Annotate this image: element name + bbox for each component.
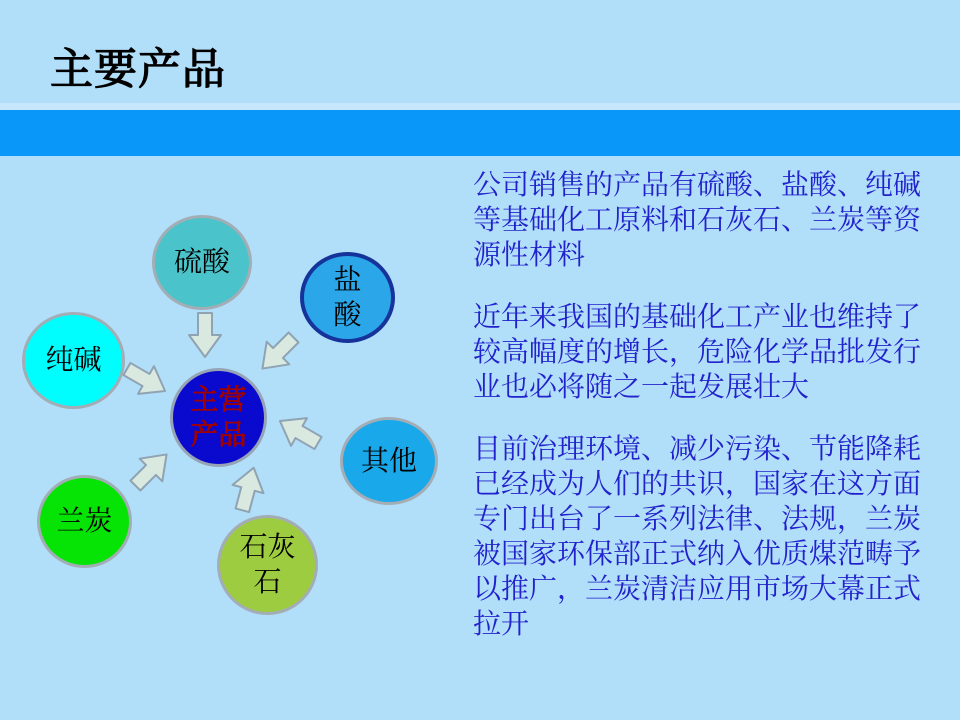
node-sulfuric-acid [152, 215, 252, 310]
node-semi-coke-label: 兰炭 [56, 506, 113, 537]
paragraph-environment-policy: 目前治理环境、减少污染、节能降耗已经成为人们的共识，国家在这方面专门出台了一系列法律、法规，兰炭被国家环保部正式纳入优质煤范畴予以推广，兰炭清洁应用市场大幕正式拉开 [473, 434, 922, 640]
arrow-semi-coke-to-center-icon [121, 440, 180, 499]
arrow-sulfuric-to-center-icon [187, 311, 223, 359]
text-panel [473, 168, 940, 642]
accent-band [0, 110, 960, 156]
node-limestone-label: 石灰石 [239, 532, 296, 598]
arrow-others-to-center-icon [269, 404, 329, 459]
arrow-limestone-to-center-icon [224, 461, 271, 517]
paragraph-products-overview: 公司销售的产品有硫酸、盐酸、纯碱等基础化工原料和石灰石、兰炭等资源性材料 [473, 170, 922, 271]
node-others-label: 其他 [360, 445, 417, 477]
node-soda-ash-label: 纯碱 [45, 345, 102, 376]
band-highlight-strip [0, 103, 960, 110]
node-others [340, 417, 438, 505]
node-hydrochloric-acid [300, 252, 395, 343]
node-sulfuric-acid-label: 硫酸 [173, 247, 230, 278]
product-diagram [0, 156, 470, 720]
arrow-hydrochloric-to-center-icon [248, 323, 307, 382]
node-main-products-label: 主营产品 [190, 384, 247, 451]
node-limestone [217, 515, 318, 615]
node-semi-coke [37, 475, 132, 568]
node-soda-ash [22, 312, 125, 409]
paragraph-industry-growth: 近年来我国的基础化工产业也维持了较高幅度的增长，危险化学品批发行业也必将随之一起发展壮大 [473, 302, 922, 403]
node-hydrochloric-acid-label: 盐酸 [333, 264, 362, 331]
node-main-products-center [170, 368, 267, 467]
page-title: 主要产品 [50, 46, 226, 94]
arrow-soda-ash-to-center-icon [116, 352, 176, 407]
